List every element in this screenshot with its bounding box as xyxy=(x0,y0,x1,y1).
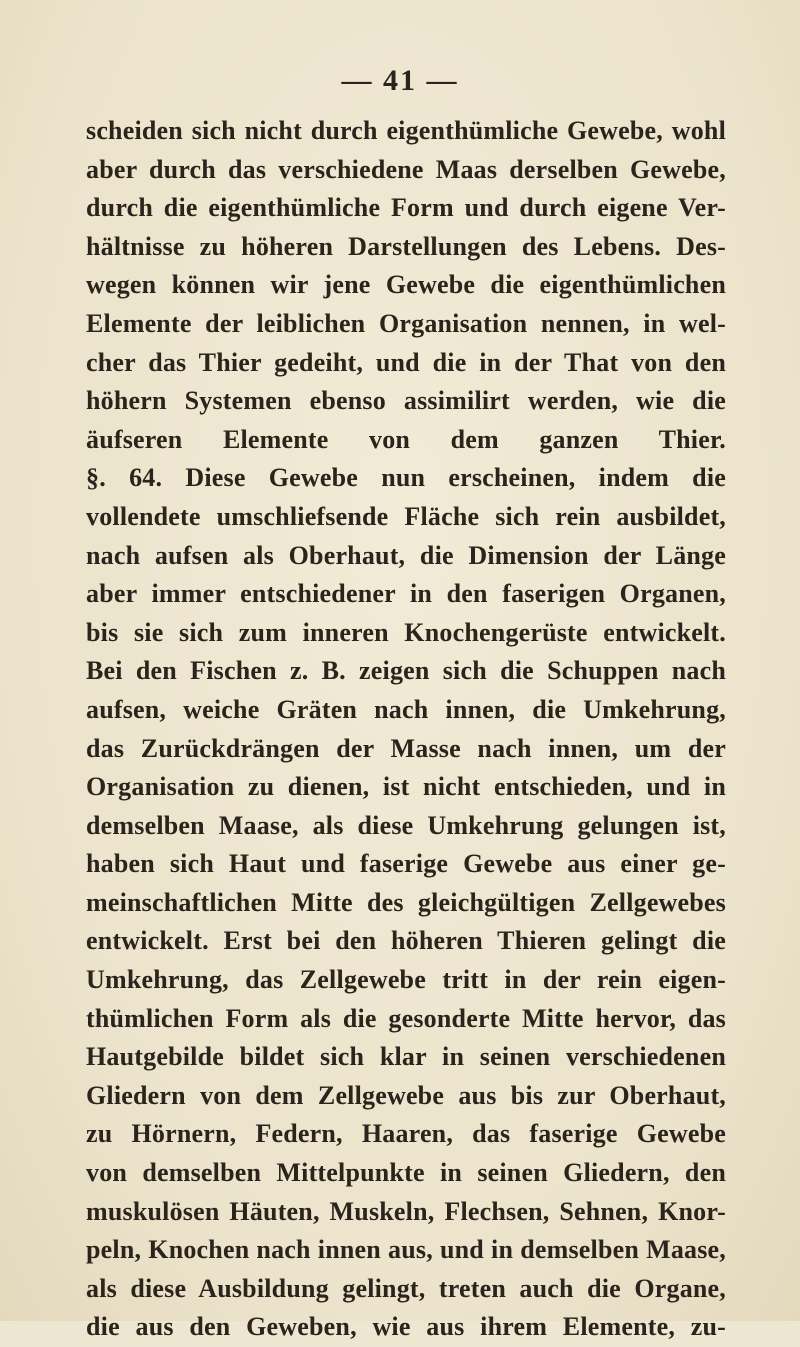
text-line: das Zurückdrängen der Masse nach innen, um der xyxy=(86,733,726,763)
text-line: hältnisse zu höheren Darstellungen des Lebens. Des- xyxy=(86,231,726,261)
text-line: Elemente der leiblichen Organisation nennen, in wel- xyxy=(86,308,726,338)
text-line: haben sich Haut und faserige Gewebe aus einer ge- xyxy=(86,849,726,879)
text-line: entwickelt. Erst bei den höheren Thieren gelingt die xyxy=(86,926,726,956)
text-line: wegen können wir jene Gewebe die eigenthümlichen xyxy=(86,270,726,300)
text-line: vollendete umschliefsende Fläche sich rein ausbildet, xyxy=(86,501,726,531)
text-line: aber durch das verschiedene Maas derselben Gewebe, xyxy=(86,154,726,184)
text-line: cher das Thier gedeiht, und die in der That von den xyxy=(86,347,726,377)
text-line: aber immer entschiedener in den faserigen Organen, xyxy=(86,579,726,609)
text-line: scheiden sich nicht durch eigenthümliche Gewebe, wohl xyxy=(86,116,726,145)
text-line: bis sie sich zum inneren Knochengerüste entwickelt. xyxy=(86,617,726,647)
text-line: die aus den Geweben, wie aus ihrem Elemente, zu- xyxy=(86,1312,726,1342)
text-line: nach aufsen als Oberhaut, die Dimension der Länge xyxy=(86,540,726,570)
text-line: von demselben Mittelpunkte in seinen Gliedern, den xyxy=(86,1158,726,1188)
text-line: Gliedern von dem Zellgewebe aus bis zur Oberhaut, xyxy=(86,1080,726,1110)
text-line: zu Hörnern, Federn, Haaren, das faserige Gewebe xyxy=(86,1119,726,1149)
text-line: muskulösen Häuten, Muskeln, Flechsen, Sehnen, Knor- xyxy=(86,1196,726,1226)
text-line: peln, Knochen nach innen aus, und in demselben Maase, xyxy=(86,1235,726,1265)
text-line: Organisation zu dienen, ist nicht entschieden, und in xyxy=(86,772,726,802)
text-line: thümlichen Form als die gesonderte Mitte hervor, das xyxy=(86,1003,726,1033)
text-line: äufseren Elemente von dem ganzen Thier. xyxy=(86,424,726,454)
text-line: meinschaftlichen Mitte des gleichgültigen Zellgewebes xyxy=(86,887,726,917)
text-line: als diese Ausbildung gelingt, treten auch die Organe, xyxy=(86,1273,726,1303)
text-line: demselben Maase, als diese Umkehrung gelungen ist, xyxy=(86,810,726,840)
text-line: höhern Systemen ebenso assimilirt werden, wie die xyxy=(86,386,726,416)
text-line: Hautgebilde bildet sich klar in seinen verschiedenen xyxy=(86,1042,726,1072)
text-line: §. 64. Diese Gewebe nun erscheinen, indem die xyxy=(86,463,726,493)
text-line: Umkehrung, das Zellgewebe tritt in der rein eigen- xyxy=(86,965,726,995)
page-number: — 41 — xyxy=(341,64,459,97)
text-line: durch die eigenthümliche Form und durch eigene Ver- xyxy=(86,193,726,223)
body-text xyxy=(86,112,726,1347)
text-line: aufsen, weiche Gräten nach innen, die Umkehrung, xyxy=(86,694,726,724)
text-line: Bei den Fischen z. B. zeigen sich die Schuppen nach xyxy=(86,656,726,686)
